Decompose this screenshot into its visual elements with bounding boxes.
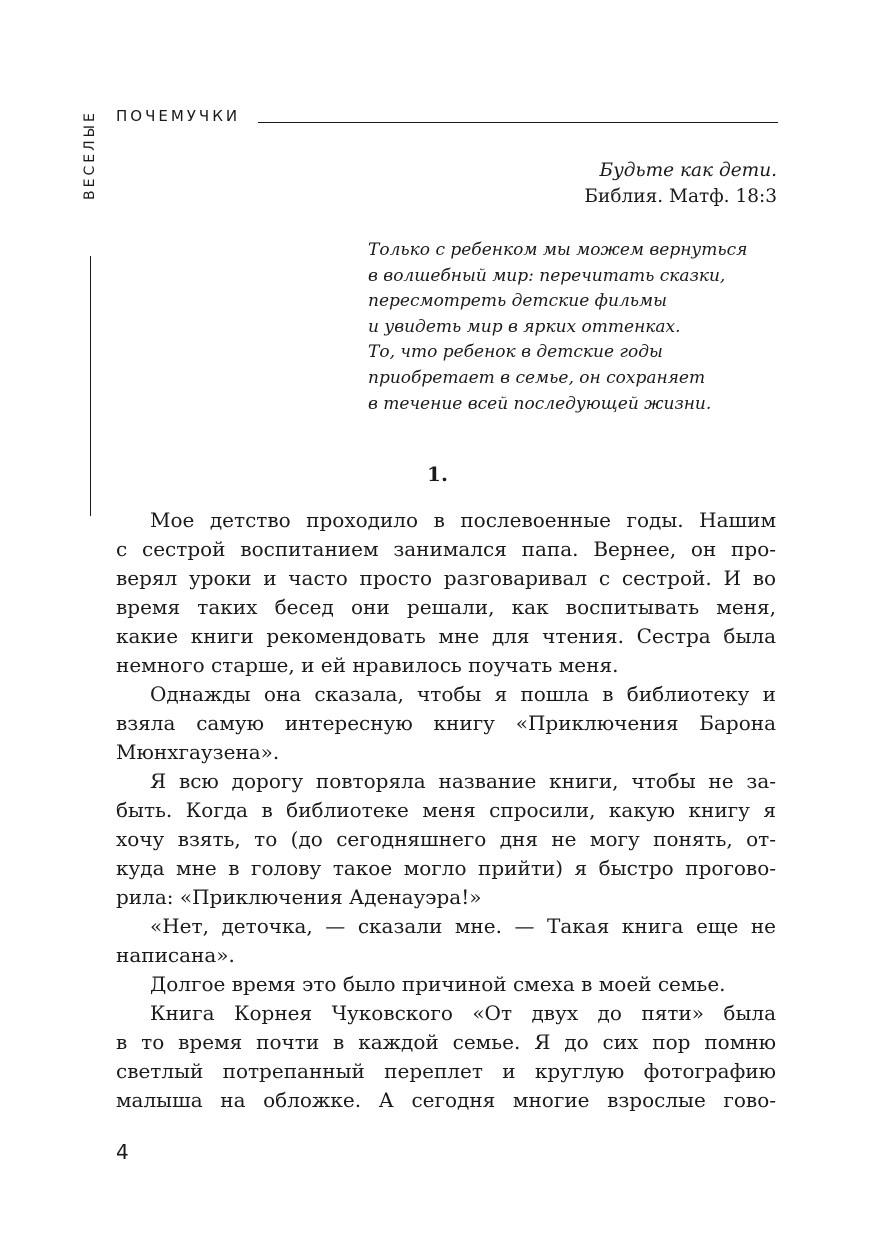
- body-line: написана».: [116, 943, 235, 967]
- running-head-rule: [258, 122, 778, 123]
- body-line: быть. Когда в библиотеке меня спросили, какую книгу я: [116, 798, 776, 822]
- quote-line: в волшебный мир: перечитать сказки,: [368, 265, 726, 286]
- body-line: верял уроки и часто просто разговаривал с сестрой. И во: [116, 566, 776, 590]
- quote-line: в течение всей последующей жизни.: [368, 393, 712, 414]
- body-line: Я всю дорогу повторяла название книги, чтобы не за-: [150, 769, 776, 793]
- body-line: в то время почти в каждой семье. Я до сих пор помню: [116, 1030, 776, 1054]
- body-line: Мое детство проходило в послевоенные годы. Нашим: [150, 508, 776, 532]
- chapter-number: 1.: [427, 462, 448, 486]
- body-line: хочу взять, то (до сегодняшнего дня не могу понять, от-: [116, 827, 776, 851]
- body-line: время таких бесед они решали, как воспитывать меня,: [116, 595, 776, 619]
- epigraph-quote: Будьте как дети.: [599, 160, 777, 181]
- quote-line: пересмотреть детские фильмы: [368, 291, 667, 312]
- body-text: [116, 506, 776, 1115]
- quote-line: Только с ребенком мы можем вернуться: [368, 240, 748, 260]
- quote-block: [368, 238, 788, 417]
- body-line: Мюнхгаузена».: [116, 740, 280, 764]
- running-head: ПОЧЕМУЧКИ: [116, 107, 241, 125]
- body-line: немного старше, и ей нравилось поучать меня.: [116, 653, 619, 677]
- body-line: Книга Корнея Чуковского «От двух до пяти» была: [150, 1001, 776, 1025]
- body-line: светлый потрепанный переплет и круглую фотографию: [116, 1059, 776, 1083]
- body-line: Однажды она сказала, чтобы я пошла в библиотеку и: [150, 682, 776, 706]
- epigraph: [377, 158, 777, 210]
- body-line: куда мне в голову такое могло прийти) я быстро прогово-: [116, 856, 776, 880]
- body-line: «Нет, деточка, — сказали мне. — Такая книга еще не: [150, 914, 776, 938]
- body-line: с сестрой воспитанием занимался папа. Вернее, он про-: [116, 537, 776, 561]
- body-line: рила: «Приключения Аденауэра!»: [116, 885, 482, 909]
- quote-line: То, что ребенок в детские годы: [368, 342, 663, 363]
- body-line: взяла самую интересную книгу «Приключения Барона: [116, 711, 776, 735]
- body-line: малыша на обложке. А сегодня многие взрослые гово-: [116, 1088, 776, 1112]
- body-line: какие книги рекомендовать мне для чтения. Сестра была: [116, 624, 776, 648]
- side-title: ВЕСЕЛЫЕ: [82, 110, 98, 200]
- quote-line: приобретает в семье, он сохраняет: [368, 367, 706, 388]
- body-line: Долгое время это было причиной смеха в моей семье.: [150, 972, 726, 996]
- quote-line: и увидеть мир в ярких оттенках.: [368, 316, 681, 337]
- epigraph-source: Библия. Матф. 18:3: [584, 186, 777, 207]
- page-number: 4: [116, 1140, 129, 1164]
